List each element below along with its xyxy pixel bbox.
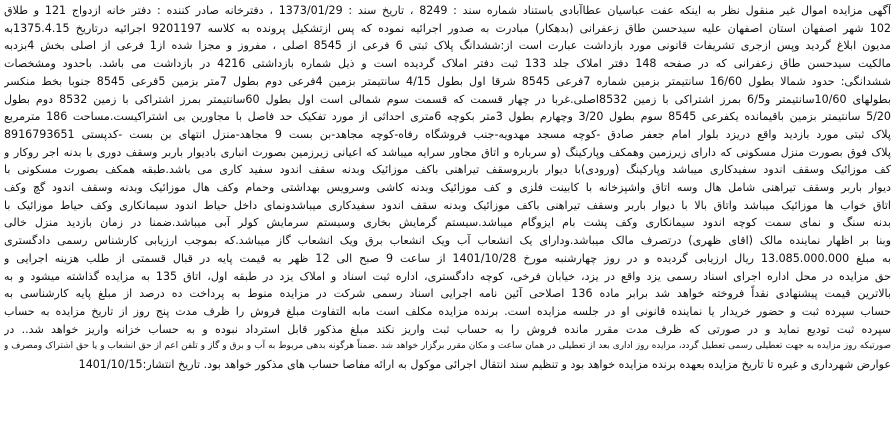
notice-line: اتاق خواب ها موزائیک میباشد واتاق بالا با دیوار باربر وسقف تیراهنی باکف موزائیک وبدنه سقف اندود سفیدکاری میباشدونمای داخل حیاط اندود سیمانکاری وکف حیاط موزائیک با [4, 198, 891, 212]
notice-line: بدنه سنگ و نمای سمت کوچه اندود سیمانکاری وکف پشت بام ایزوگام میباشد.سیستم گرمایش بخاری وسیستم سرمایش کولر آبی میباشد.ضمنا در زمان بازدید منزل خالی [4, 216, 891, 230]
notice-line-publication-date: عوارض شهرداری و غیره تا تاریخ مزایده بعهده برنده مزایده خواهد بود و تنظیم سند انتقال اجرائی موکول به ارائه مفاصا حساب های مذکور خواهد بود. تاریخ انتشار:1401/10/15 [78, 358, 891, 372]
notice-line: مدیون ابلاغ گردید وپس ازجری تشریفات قانونی مورد بازداشت عبارت است از:ششدانگ پلاک ثبتی 6 فرعی از 8545 اصلی ، مفروز و مجزا شده از1 فرعی از اصلی بخش 4بزدبه [4, 39, 891, 53]
notice-line: بطولهای 10/60سانتیمتر و6/5 بمرز اشتراکی با زمین 8532اصلی.غربا در چهار قسمت که قسمت سوم شمالی است اول بطول 60سانتیمتر بمرز اشتراکی با زمین 8532 دوم بطول [4, 92, 891, 106]
notice-line: صورتیکه روز مزایده به جهت تعطیلی رسمی تعطیل گردد، مزایده روز اداری بعد از تعطیلی در همان ساعت و مکان مقرر برگزار خواهد شد .ضمناً هرگونه بدهی مربوط به آب و برق و گاز و تلفن اعم از حق انشعاب و یا حق اشتراک ومصرف و [4, 341, 891, 352]
notice-line: حساب سپرده ثبت و حضور خریدار یا نماینده قانونی او در جلسه مزایده است. برنده مزایده مکلف است مابه التفاوت مبلغ فروش را ظرف مدت پنج روز از تاریخ مزایده به حساب [4, 304, 891, 318]
notice-line: مالکیت سیدحسن طاق زعفرانی که در صفحه 148 دفتر املاک جلد 133 ثبت دفتر املاک گردیده است و ذیل شماره بازداشتی 4216 در بازداشت می باشد. باحدود ومشخصات [4, 57, 891, 71]
notice-line: کف موزائیک وسقف اندود سفیدکاری میباشد وپارکینگ (ورودی)با دیوار باربروسقف تیراهنی باکف موزائیک وبدنه سقف اندود سفید کاری می باشد.طبقه همکف بصورت مسکونی با [4, 163, 891, 177]
notice-line: سپرده ثبت تودیع نماید و در صورتی که ظرف مدت مقرر مانده فروش را به حساب ثبت واریز نکند مبلغ مذکور قابل استرداد نبوده و به حساب خزانه واریز خواهد شد.. در [4, 322, 891, 336]
notice-line: پلاک ثبتی مورد بازدید واقع دریزد بلوار امام جعفر صادق -کوچه مسجد مهدویه-جنب فروشگاه رفاه-کوچه مجاهد-بن بست 9 مجاهد-منزل انتهای بن بست -کدپستی 8916793651 [4, 127, 891, 141]
notice-line: حق مزایده در محل اداره اجرای اسناد رسمی یزد واقع در یزد، خیابان فرخی، کوچه دادگستری، اداره ثبت اسناد و املاک یزد در طبقه اول، اتاق 135 به مزایده گذاشته میشود و به [4, 269, 891, 283]
notice-line: دیوار باربر وسقف تیراهنی شامل هال وسه اتاق واشپزخانه با کابینت فلزی و کف موزائیک وبدنه کاشی وسرویس بهداشتی وحمام وکف هال موزائیک وبدنه وسقف اندود گچ وکف [4, 181, 891, 195]
notice-line: به مبلغ 13.085.000.000 ریال ارزیابی گردیده و در روز چهارشنبه مورخ 1401/10/28 از ساعت 9 صبح الی 12 ظهر به قیمت پایه در قبال قسمتی از طلب هزینه اجرایی و [4, 251, 891, 265]
notice-line: 102 شهر اصفهان استان اصفهان علیه سیدحسن طاق زعفرانی (بدهکار) مبادرت به صدور اجرائیه نموده که پس ازتشکیل پرونده به کلاسه 9201197 اجرائیه درتاریخ 1375.4.15به [4, 21, 891, 35]
notice-line: پلاک فوق بصورت منزل مسکونی که دارای زیرزمین وهمکف وپارکینگ (و سرباره و اتاق مجاور سرایه میباشد که اعیانی زیرزمین بصورت انباری بادیوار باربر وسقف دوری با بدنه اجر روکار و [4, 145, 891, 159]
notice-line: 5/20 سانتیمتر بزمین باقیمانده یکفرعی 8545 سوم بطول 3/20 وچهارم بطول 3متر بکوچه 6متری احداثی از مورد تفکیک حد فاصل با مجاورین بی اشتراکیست.مساحت 186 مترمربع [4, 110, 891, 124]
notice-line: بالاترین قیمت پیشنهادی نقداً فروخته خواهد شد برابر ماده 136 اصلاحی آئین نامه اجرایی اسناد رسمی شرکت در مزایده منوط به پرداخت ده درصد از مبلغ پایه کارشناسی به [4, 287, 891, 301]
notice-line: ششدانگی: حدود شمالا بطول 16/60 سانتیمتر بزمین شماره 7فرعی 8545 شرقا اول بطول 4/15 سانتیمتر بزمین 4فرعی دوم بطول 7متر بزمین 5فرعی 8545 جنوبا بخط منکسر [4, 74, 891, 88]
notice-line: وبنا بر اظهار نماینده مالک (اقای ظهری) درتصرف مالک میباشد.ودارای یک انشعاب آب ویک انشعاب برق ویک انشعاب گاز میباشد.که بموجب ارزیابی کارشناس رسمی دادگستری [4, 234, 891, 248]
notice-line: آگهی مزایده اموال غیر منقول نظر به اینکه عفت عباسیان عطاآبادی باستناد شماره سند : 8249 ، تاریخ سند : 1373/01/29 ، دفترخانه صادر کننده : دفتر خانه ازدواج 121 و طلاق [4, 4, 891, 17]
auction-notice-text [4, 2, 891, 429]
